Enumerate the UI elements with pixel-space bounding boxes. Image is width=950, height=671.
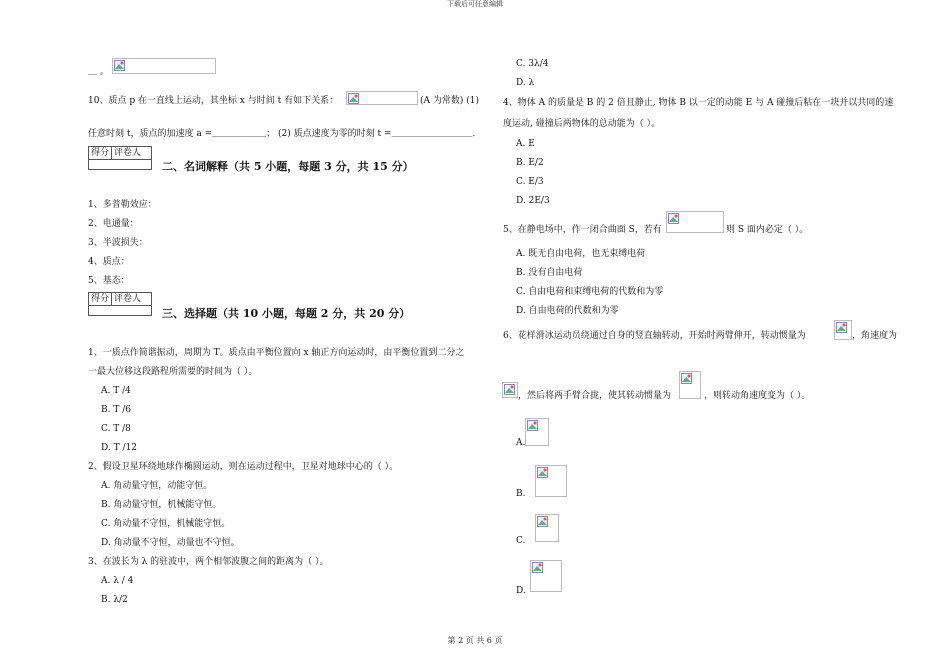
option-formula-image	[530, 560, 562, 592]
q6-text-d: ，则转动角速度变为（ ）。	[704, 391, 811, 401]
q1-option-b: B. T /6	[101, 405, 131, 415]
section-3-title: 三、选择题（共 10 小题，每题 2 分，共 20 分）	[162, 307, 411, 320]
broken-image-icon	[504, 384, 515, 395]
formula-image	[112, 58, 216, 74]
q2-option-d: D. 角动量不守恒，动量也不守恒。	[101, 538, 240, 548]
q4-text-a: 4、物体 A 的质量是 B 的 2 倍且静止, 物体 B 以一定的动能 E 与 A 碰撞后粘在一块并以共同的速	[503, 98, 894, 108]
grader-label: 评卷人	[111, 293, 143, 305]
page-header: 下载后可任意编辑	[447, 0, 503, 8]
option-formula-image	[535, 465, 567, 497]
q6-option-a-label: A.	[516, 438, 526, 448]
term-2: 2、电通量：	[88, 219, 139, 229]
score-label: 得分	[91, 294, 110, 304]
broken-image-icon	[537, 516, 548, 527]
page-footer: 第 2 页 共 6 页	[447, 636, 503, 645]
q10-text-b: (A 为常数) (1)	[420, 96, 479, 106]
q1-option-c: C. T /8	[101, 424, 131, 434]
q1-text-a: 1、一质点作简谐振动，周期为 T。质点由平衡位置向 x 轴正方向运动时，由平衡位置到二分之	[88, 348, 465, 358]
q5-option-b: B. 没有自由电荷	[516, 268, 583, 278]
q2-text: 2、假设卫星环绕地球作椭圆运动，则在运动过程中，卫星对地球中心的（ ）。	[88, 462, 399, 472]
q3-option-d: D. λ	[516, 78, 535, 88]
term-4: 4、质点：	[88, 257, 130, 267]
q1-option-d: D. T /12	[101, 443, 137, 453]
broken-image-icon	[668, 213, 679, 224]
q6-option-c-label: C.	[516, 536, 526, 546]
score-box	[88, 146, 152, 170]
broken-image-icon	[527, 420, 538, 431]
term-1: 1、多普勒效应：	[88, 200, 157, 210]
score-box-header	[89, 147, 151, 160]
score-box	[88, 292, 152, 316]
broken-image-icon	[532, 562, 543, 573]
q2-option-b: B. 角动量守恒，机械能守恒。	[101, 500, 222, 510]
option-formula-image	[535, 514, 559, 542]
term-3: 3、半波损失：	[88, 238, 148, 248]
formula-image	[502, 382, 518, 398]
q4-option-c: C. E/3	[516, 177, 544, 187]
q5-option-c: C. 自由电荷和束缚电荷的代数和为零	[516, 287, 664, 297]
q5-option-d: D. 自由电荷的代数和为零	[516, 306, 619, 316]
score-label: 得分	[91, 148, 110, 158]
broken-image-icon	[681, 373, 692, 384]
q3-option-a: A. λ / 4	[101, 576, 134, 586]
q6-text-a: 6、花样滑冰运动员绕通过自身的竖直轴转动，开始时两臂伸开，转动惯量为	[503, 331, 806, 341]
q5-option-a: A. 既无自由电荷，也无束缚电荷	[516, 249, 646, 259]
formula-image	[346, 91, 418, 105]
broken-image-icon	[537, 467, 548, 478]
q3-option-c: C. 3λ/4	[516, 59, 549, 69]
q1-text-b: 一最大位移这段路程所需要的时间为（ ）。	[88, 367, 258, 377]
q4-option-a: A. E	[516, 139, 535, 149]
prev-question-tail: ＿ 。	[88, 67, 109, 77]
q6-text-b: ，角速度为	[852, 331, 898, 341]
q4-text-b: 度运动, 碰撞后两物体的总动能为（ ）。	[503, 119, 661, 129]
q5-text-b: 则 S 面内必定（ ）。	[726, 225, 809, 235]
q2-option-a: A. 角动量守恒，动能守恒。	[101, 481, 213, 491]
score-box-header	[89, 293, 151, 306]
formula-image	[666, 211, 724, 233]
q6-option-d-label: D.	[516, 586, 526, 596]
q3-text: 3、在波长为 λ 的驻波中，两个相邻波腹之间的距离为（ ）。	[88, 557, 329, 567]
q2-option-c: C. 角动量不守恒，机械能守恒。	[101, 519, 231, 529]
q3-option-b: B. λ/2	[101, 595, 128, 605]
broken-image-icon	[836, 322, 847, 333]
q10-text-a: 10、质点 p 在一直线上运动，其坐标 x 与时间 t 有如下关系：	[88, 96, 339, 106]
term-5: 5、基态：	[88, 276, 130, 286]
broken-image-icon	[348, 93, 359, 104]
grader-label: 评卷人	[111, 147, 143, 159]
q6-text-c: ，然后将两手臂合拢，使其转动惯量为	[518, 391, 672, 401]
q4-option-b: B. E/2	[516, 158, 544, 168]
q6-option-b-label: B.	[516, 489, 526, 499]
formula-image	[834, 320, 852, 340]
formula-image	[679, 371, 701, 399]
section-2-title: 二、名词解释（共 5 小题，每题 3 分，共 15 分）	[162, 160, 414, 173]
q10-text-c: 任意时刻 t，质点的加速度 a =＿＿＿＿＿＿； (2) 质点速度为零的时刻 t =＿＿＿＿＿＿＿＿＿.	[88, 129, 476, 139]
q4-option-d: D. 2E/3	[516, 196, 550, 206]
q5-text-a: 5、在静电场中，作一闭合曲面 S，若有	[503, 225, 662, 235]
q1-option-a: A. T /4	[101, 386, 131, 396]
option-formula-image	[525, 418, 549, 446]
broken-image-icon	[114, 60, 125, 71]
